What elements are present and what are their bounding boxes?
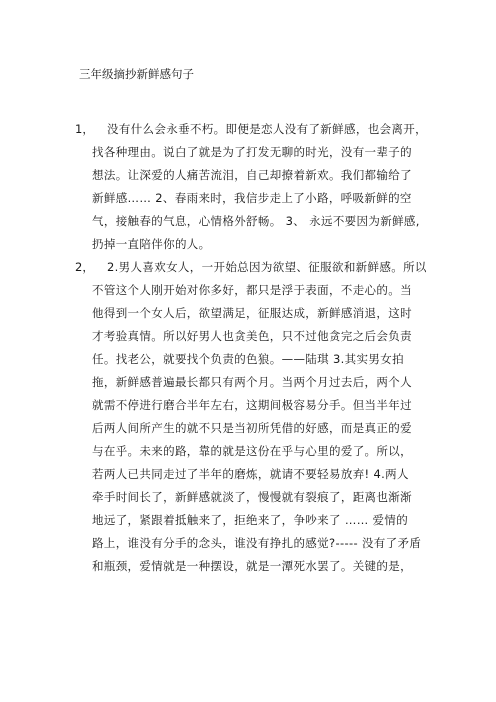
text-line: 路上，谁没有分手的念头，谁没有挣扎的感觉?----- 没有了矛盾 xyxy=(92,536,422,550)
text-line: 和瓶颈，爱情就是一种摆设，就是一潭死水罢了。关键的是， xyxy=(92,559,412,573)
text-line: 就需不停进行磨合半年左右，这期间极容易分手。但当半年过 xyxy=(92,398,412,412)
text-line: 后两人间所产生的就不只是当初所凭借的好感，而是真正的爱 xyxy=(92,421,412,435)
text-line: 拖，新鲜感普遍最长都只有两个月。当两个月过去后，两个人 xyxy=(92,375,412,389)
text-line: 想法。让深爱的人痛苦流泪，自己却撩着新欢。我们都输给了 xyxy=(92,168,412,182)
text-line: 若两人已共同走过了半年的磨炼，就请不要轻易放弃! 4.两人 xyxy=(92,467,409,481)
text-line: 才考验真情。所以好男人也贪美色，只不过他贪完之后会负责 xyxy=(92,329,412,343)
text-line: 气，接触春的气息，心情格外舒畅。 3、 永远不要因为新鲜感, xyxy=(92,214,420,228)
text-line: 2.男人喜欢女人，一开始总因为欲望、征服欲和新鲜感。所以 xyxy=(107,260,427,274)
text-line: 与在乎。未来的路，靠的就是这份在乎与心里的爱了。所以， xyxy=(92,444,412,458)
text-line: 任。找老公，就要找个负责的色狼。——陆琪 3.其实男女拍 xyxy=(92,352,404,366)
text-line: 找各种理由。说白了就是为了打发无聊的时光，没有一辈子的 xyxy=(92,145,412,159)
item-text xyxy=(92,256,440,578)
text-line: 新鲜感…… 2、春雨来时，我信步走上了小路，呼吸新鲜的空 xyxy=(92,191,412,205)
item-text xyxy=(92,118,440,256)
document-title: 三年级摘抄新鲜感句子 xyxy=(79,67,194,81)
text-line: 牵手时间长了，新鲜感就淡了，慢慢就有裂痕了，距离也渐渐 xyxy=(92,490,412,504)
text-line: 地远了，紧跟着抵触来了，拒绝来了，争吵来了 …… 爱情的 xyxy=(92,513,409,527)
item-number: 1， xyxy=(75,122,94,136)
text-line: 扔掉一直陪伴你的人。 xyxy=(92,237,211,251)
text-line: 不管这个人刚开始对你多好，都只是浮于表面，不走心的。当 xyxy=(92,283,412,297)
text-line: 没有什么会永垂不朽。即便是恋人没有了新鲜感，也会离开， xyxy=(107,122,427,136)
item-number: 2， xyxy=(75,260,94,274)
text-line: 他得到一个女人后，欲望满足，征服达成，新鲜感消退，这时 xyxy=(92,306,412,320)
